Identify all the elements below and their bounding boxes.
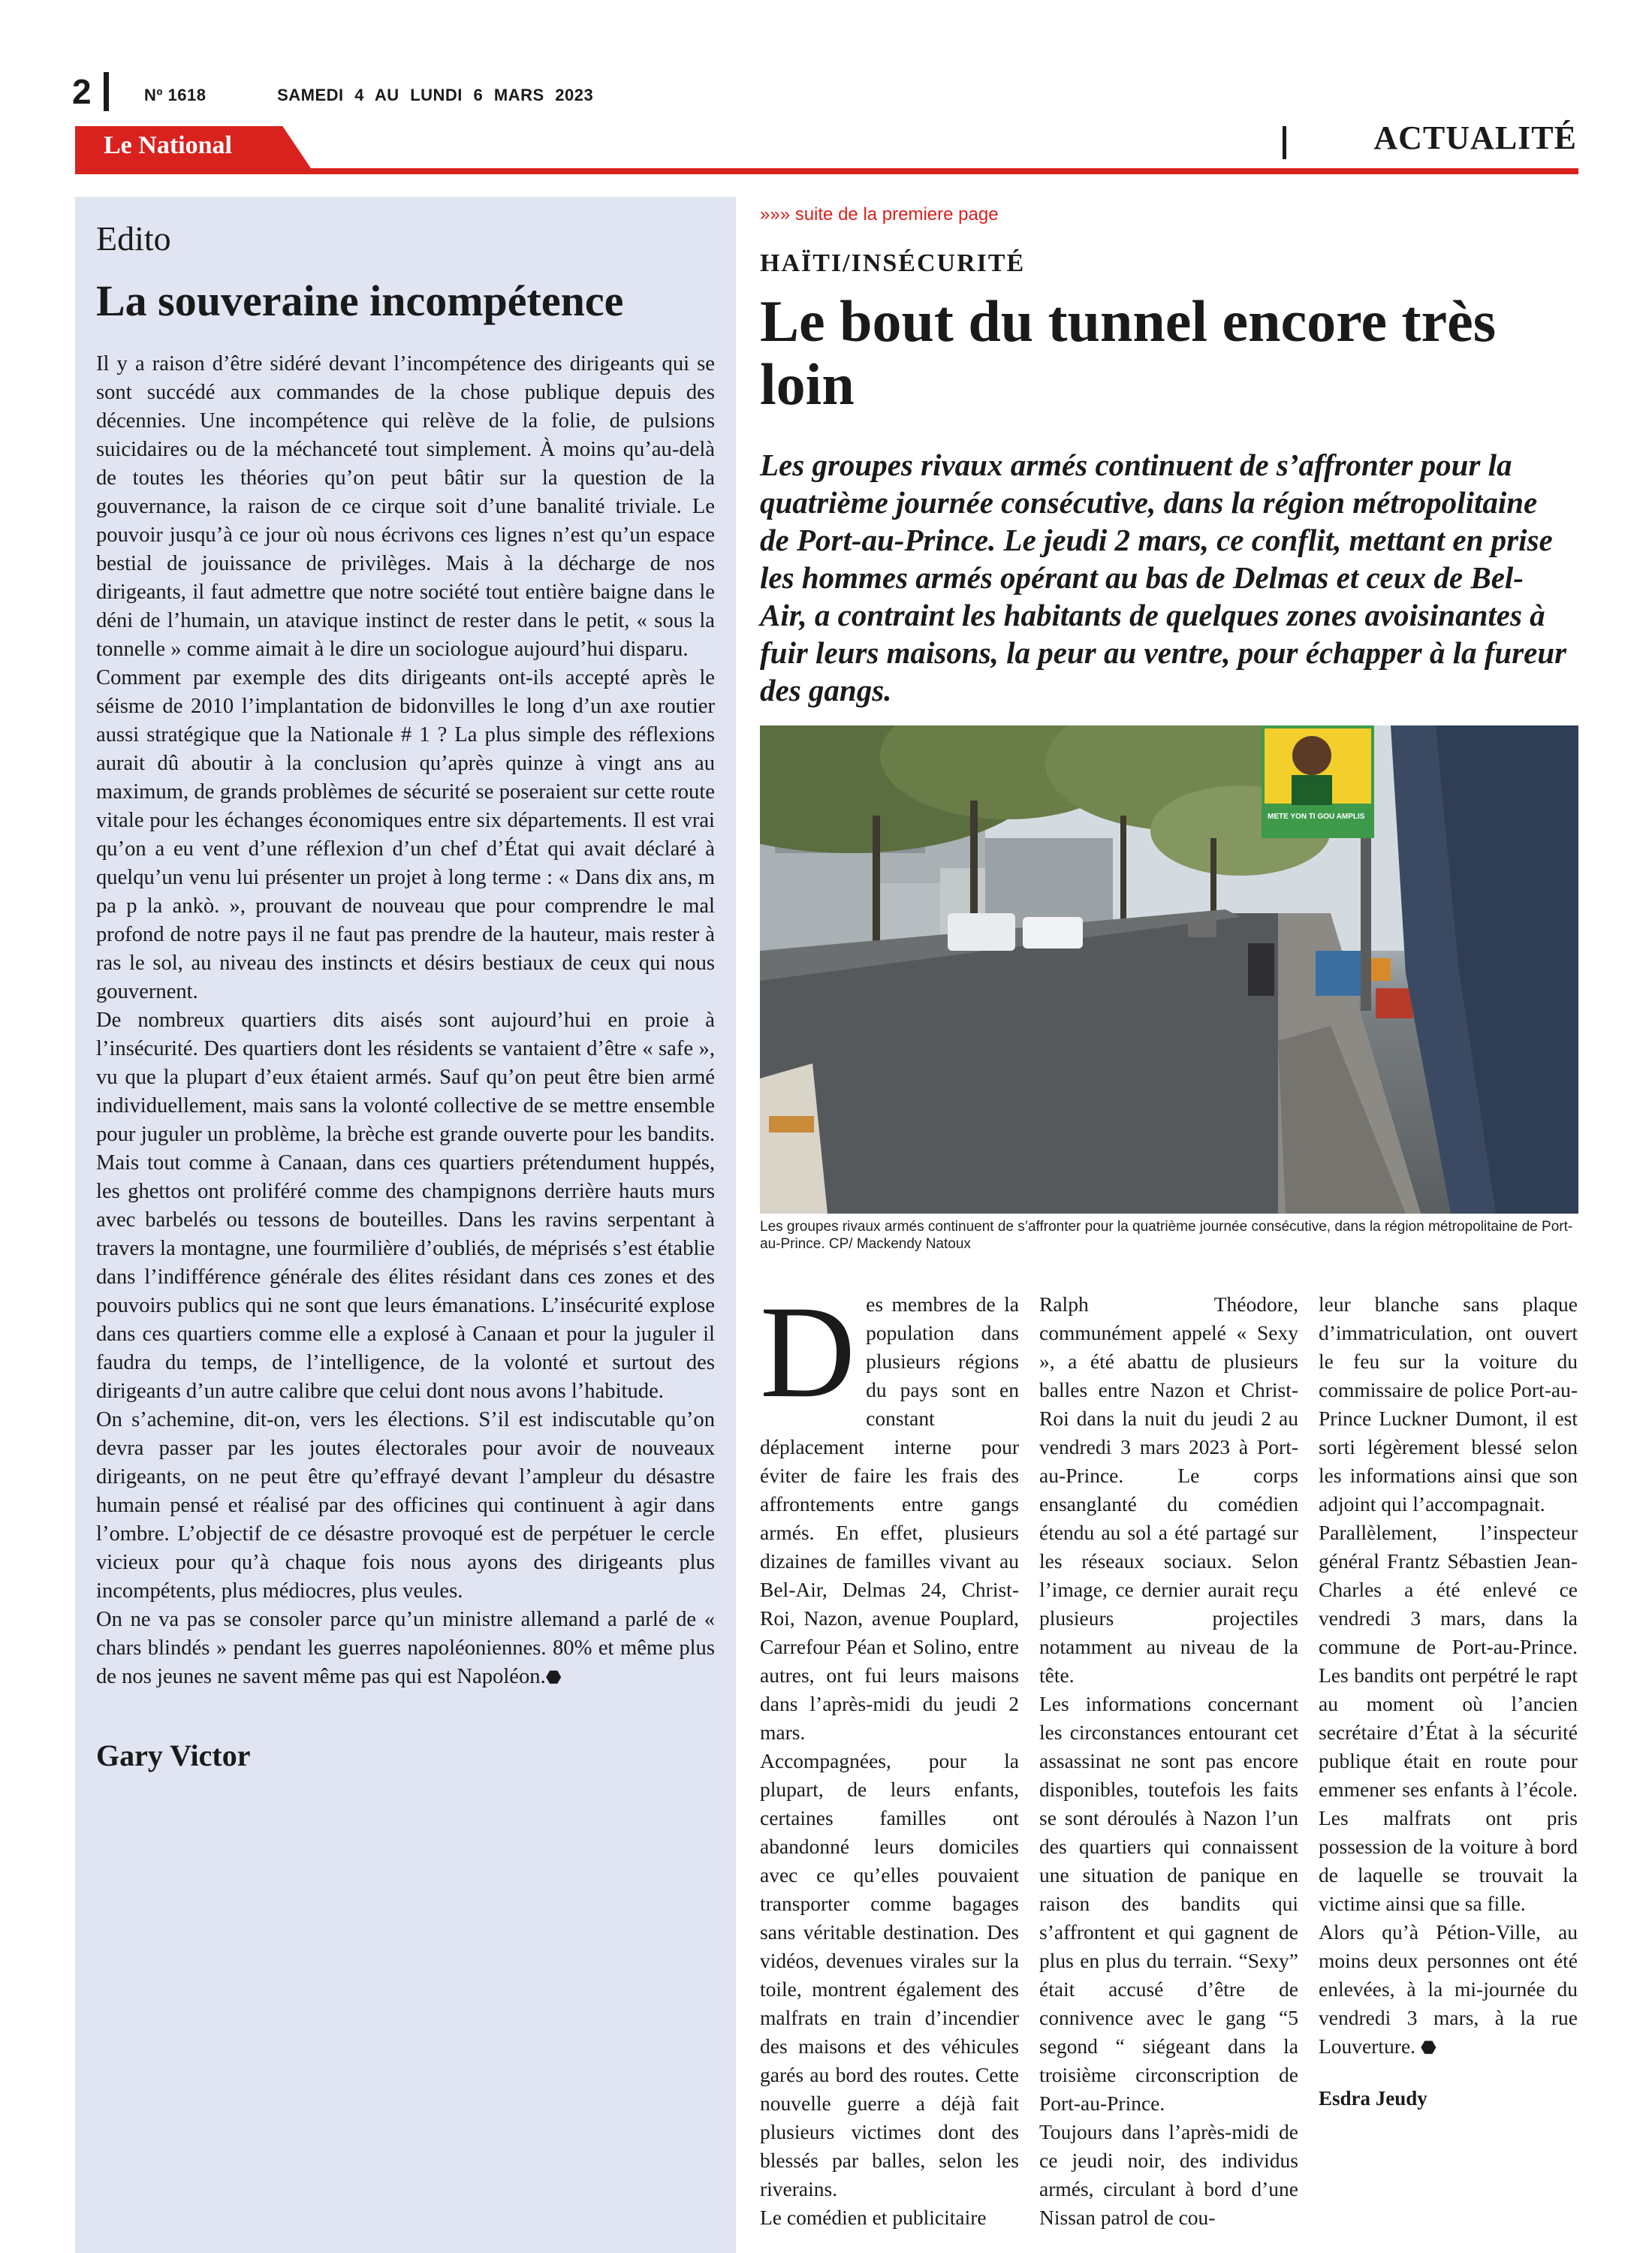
section-divider — [1283, 126, 1286, 159]
edito-paragraph: Il y a raison d’être sidéré devant l’incompétence des dirigeants qui se sont succédé aux commandes de la chose publique depuis des décennies. Une incompétence qui relève de la folie, de pulsions suicidaires ou de la méchanceté tout simplement. À moins qu’au-delà de toutes les théories qu’on peut bâtir sur la question de la gouvernance, la raison de ce cirque soit d’une banalité triviale. Le pouvoir jusqu’à ce jour où nous écrivons ces lignes n’est qu’un espace bestial de jouissance de privilèges. Mais à la décharge de nos dirigeants, il faut admettre que notre société tout entière baigne dans le déni de l’humain, un atavique instinct de rester dans le petit, « sous la tonnelle » comme aimait à le dire un sociologue aujourd’hui disparu. — [96, 352, 715, 661]
edito-author: Gary Victor — [96, 1739, 251, 1772]
article-author: Esdra Jeudy — [1319, 2087, 1427, 2110]
article-paragraph-first — [760, 1279, 1019, 1747]
article-photo — [760, 725, 1578, 1214]
edito-paragraph: Comment par exemple des dits dirigeants ont-ils accepté après le séisme de 2010 l’implantation de bidonvilles le long d’un axe routier aussi stratégique que la Nationale # 1 ? La plus simple des réflexions aurait dû aboutir à la conclusion qu’après quinze à vingt ans au maximum, de grands problèmes de sécurité se poseraient sur cette route vitale pour les échanges économiques entre six départements. Il est vrai qu’on a eu vent d’une réflexion d’un chef d’État qui avait déclaré à quelqu’un venu lui présenter un projet à long terme : « Dans dix ans, m pa p la ankò. », prouvant de nouveau que pour comprendre le mal profond de notre pays il ne faut pas prendre de la hauteur, mais rester à ras le sol, au niveau des instincts et désirs bestiaux de ceux qui nous gouvernent. — [96, 666, 715, 1003]
article-paragraph: Accompagnées, pour la plupart, de leurs enfants, certaines familles ont abandonné leurs domiciles avec ce qu’elles pouvaient transporter comme bagages sans véritable destination. Des vidéos, devenues virales sur la toile, montrent également des malfrats en train d’incendier des maisons et des véhicules garés au bord des routes. Cette nouvelle guerre a déjà fait plusieurs victimes dont des blessés par balles, selon les riverains. — [760, 1749, 1019, 2200]
article-paragraph: Toujours dans l’après-midi de ce jeudi noir, des individus armés, circulant à bord d’une Nissan patrol de cou- — [1039, 2120, 1298, 2229]
end-mark-icon: ⬣ — [1420, 2037, 1436, 2058]
edito-body — [96, 350, 715, 1691]
issue-date: SAMEDI 4 AU LUNDI 6 MARS 2023 — [277, 86, 594, 104]
article-kicker: HAÏTI/INSÉCURITÉ — [760, 249, 1026, 277]
edito-label: Edito — [96, 219, 171, 258]
page-number: 2 — [72, 72, 92, 111]
edito-title: La souveraine incompétence — [96, 276, 624, 325]
issue-info — [144, 86, 685, 105]
brand-logo: Le National — [104, 131, 232, 159]
article-paragraph-text: Alors qu’à Pétion-Ville, au moins deux personnes ont été enlevées, à la mi-journée du vendredi 3 mars, à la rue Louverture. — [1319, 1920, 1578, 2058]
article-paragraph-last — [1319, 1918, 1578, 2061]
article-paragraph-text: es membres de la population dans plusieurs régions du pays sont en constant déplacement interne pour éviter de faire les frais des affrontements entre gangs armés. En effet, plusieurs dizaines de familles vivant au Bel-Air, Delmas 24, Christ-Roi, Nazon, avenue Pouplard, Carrefour Péan et Solino, entre autres, ont fui leurs maisons dans l’après-midi du jeudi 2 mars. — [760, 1292, 1019, 1744]
header-rule — [75, 168, 1578, 174]
edito-paragraph-last — [96, 1606, 715, 1691]
issue-number: Nº 1618 — [144, 86, 206, 104]
article-paragraph: leur blanche sans plaque d’immatriculation, ont ouvert le feu sur la voiture du commissaire de police Port-au-Prince Luckner Dumont, il est sorti légèrement blessé selon les informations ainsi que son adjoint qui l’accompagnait. — [1319, 1292, 1578, 1516]
article-paragraph: Les informations concernant les circonstances entourant cet assassinat ne sont pas encore disponibles, toutefois les faits se sont déroulés à Nazon l’un des quartiers qui connaissent une situation de panique en raison des bandits qui s’affrontent et qui gagnent de plus en plus du terrain. “Sexy” était accusé d’être de connivence avec le gang “5 segond “ siégeant dans la troisième circonscription de Port-au-Prince. — [1039, 1692, 1298, 2115]
photo-caption: Les groupes rivaux armés continuent de s’affronter pour la quatrième journée consécutive, dans la région métropolitaine de Port-au-Prince. CP/ Mackendy Natoux — [760, 1219, 1573, 1252]
article-paragraph: Le comédien et publicitaire — [760, 2206, 987, 2229]
article-paragraph: Ralph Théodore, communément appelé « Sexy », a été abattu de plusieurs balles entre Nazon et Christ-Roi dans la nuit du jeudi 2 au vendredi 3 mars 2023 à Port-au-Prince. Le corps ensanglanté du comédien étendu au sol a été partagé sur les réseaux sociaux. Selon l’image, ce dernier aurait reçu plusieurs projectiles notamment au niveau de la tête. — [1039, 1292, 1298, 1687]
end-mark-icon: ⬣ — [545, 1666, 562, 1687]
article-paragraph: Parallèlement, l’inspecteur général Frantz Sébastien Jean-Charles a été enlevé ce vendredi 3 mars, dans la commune de Port-au-Prince. Les bandits ont perpétré le rapt au moment où l’ancien secrétaire d’État à la sécurité publique était en route pour emmener ses enfants à l’école. Les malfrats ont pris possession de la voiture à bord de laquelle se trouvait la victime ainsi que sa fille. — [1319, 1521, 1578, 1915]
continued-from-front: »»» suite de la premiere page — [760, 204, 999, 225]
page-number-divider — [104, 72, 109, 111]
article-column-2 — [1039, 1290, 1298, 2232]
edito-paragraph: On s’achemine, dit-on, vers les élections. S’il est indiscutable qu’on devra passer par les joutes électorales pour avoir de nouveaux dirigeants, on ne peut être qu’effrayé devant l’ampleur du désastre humain pensé et réalisé par des officines qui continuent à agir dans l’ombre. L’objectif de ce désastre provoqué est de perpétuer le cercle vicieux pour qu’à chaque fois nous ayons des dirigeants plus incompétents, plus médiocres, plus veules. — [96, 1408, 715, 1603]
billboard-text: METE YON TI GOU AMPLIS — [1268, 813, 1365, 821]
article-headline: Le bout du tunnel encore très loin — [760, 288, 1497, 417]
section-title: ACTUALITÉ — [1373, 119, 1577, 156]
article-lede: Les groupes rivaux armés continuent de s’affronter pour la quatrième journée consécutive, dans la région métropolitaine de Port-au-Prince. Le jeudi 2 mars, ce conflit, mettant en prise les hommes armés opérant au bas de Delmas et ceux de Bel-Air, a contraint les habitants de quelques zones avoisinantes à fuir leurs maisons, la peur au ventre, pour échapper à la fureur des gangs. — [760, 448, 1567, 707]
article-column-3 — [1319, 1290, 1578, 2113]
edito-paragraph-text: On ne va pas se consoler parce qu’un ministre allemand a parlé de « chars blindés » pendant les guerres napoléoniennes. 80% et même plus de nos jeunes ne savent même pas qui est Napoléon. — [96, 1608, 715, 1688]
dropcap: D — [760, 1279, 856, 1425]
street-photo-illustration — [760, 725, 1578, 1214]
edito-box — [75, 197, 736, 2253]
article-column-1 — [760, 1279, 1019, 2232]
edito-paragraph: De nombreux quartiers dits aisés sont aujourd’hui en proie à l’insécurité. Des quartiers dont les résidents se vantaient d’être « safe », vu que la plupart d’eux étaient armés. Sauf qu’on peut être bien armé individuellement, mais sans la volonté collective de se mettre ensemble pour juguler un problème, la brèche est grande ouverte pour les bandits. Mais tout comme à Canaan, dans ces quartiers prétendument huppés, les ghettos ont proliféré comme des champignons derrière hauts murs avec barbelés ou tessons de bouteilles. Dans les ravins serpentant à travers la montagne, une fourmilière d’oubliés, de méprisés s’est établie dans l’indifférence générale des élites résidant dans ces zones et des pouvoirs publics qui ne sont que leurs émanations. L’insécurité explose dans ces quartiers comme elle a explosé à Canaan et pour la juguler il faudra du temps, de l’intelligence, de la volonté et surtout des dirigeants d’un autre calibre que celui dont nous avons l’habitude. — [96, 1009, 715, 1403]
